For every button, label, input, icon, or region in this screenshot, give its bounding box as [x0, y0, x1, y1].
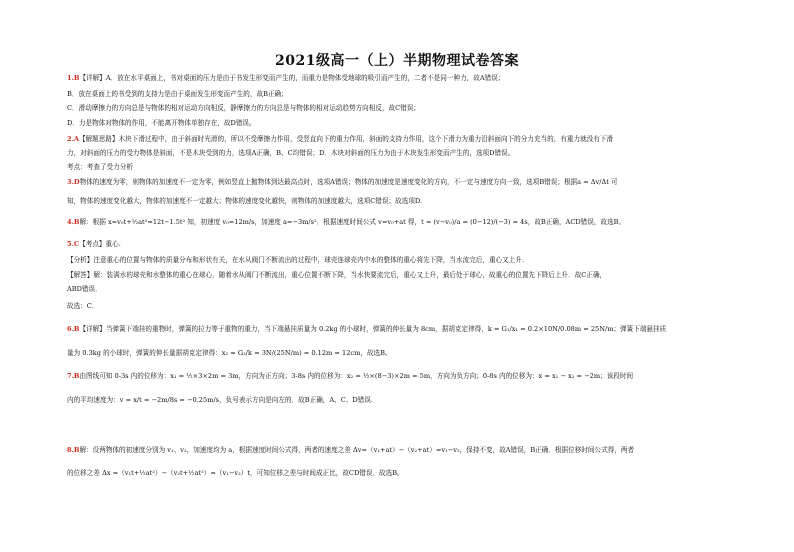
answer-line [67, 119, 770, 128]
answer-line [67, 178, 770, 187]
question-number: 8.B [67, 446, 80, 454]
answer-text: 【解题思路】木块下滑过程中，由于斜面时光滑的，所以不受摩擦力作用，受竖直向下的重力作用，斜面的支持力作用，这个下滑力为重力沿斜面向下的分力充当的，有重力就没有下滑 [79, 135, 614, 143]
answer-line [67, 396, 770, 405]
answer-text: 考点：考查了受力分析 [67, 163, 133, 171]
answer-line [67, 271, 770, 280]
answer-line [67, 240, 770, 249]
answer-text: C．滑动摩擦力的方向总是与物体的相对运动方向相反，静摩擦力的方向总是与物体的相对运动趋势方向相反，故C错误； [67, 104, 420, 112]
answer-line [67, 372, 770, 381]
answer-line [67, 90, 770, 99]
answer-text: 量为 0.3kg 的小球时，弹簧的伸长量据胡克定律得：x₂ = G₂/k = 3N/(25N/m) = 0.12m = 12cm，故选B。 [67, 349, 392, 357]
answer-text: 【解答】解：装满水的球壳和水整体的重心在球心，随着水从阀门不断流出，重心位置不断下降，当水快要流完后，重心又上升，最后处于球心，故重心的位置先下降后上升．故C正确， [67, 271, 607, 279]
answer-line [67, 218, 770, 227]
question-number: 6.B [67, 325, 80, 333]
answer-line [67, 285, 770, 294]
page-title: 2021级高一（上）半期物理试卷答案 [275, 53, 519, 69]
answer-text: 解：根据 x=v₀t+½at²=12t−1.5t² 知，初速度 v₀=12m/s，加速度 a=−3m/s²．根据速度时间公式 v=v₀+at 得，t = (v−v₀)/a = (0−12)/(−3) = 4s，故B正确，ACD错误，故选B。 [79, 218, 626, 226]
answer-line [67, 469, 770, 478]
answer-line [67, 256, 770, 265]
answer-text: 由图线可知 0-3s 内的位移为：x₁ = ½×3×2m = 3m，方向为正方向；3-8s 内的位移为：x₂ = ½×(8−3)×2m = 5m，方向为负方向；0-8s 内的位移为：x = x₁ − x₂ = −2m；该段时间 [79, 372, 634, 380]
answer-line [67, 163, 770, 172]
answer-text: D．力是物体对物体的作用，不能离开物体单独存在，故D错误。 [67, 119, 256, 127]
answer-text: 【分析】注意重心的位置与物体的质量分布和形状有关，在水从阀门不断流出的过程中，球壳连球壳内中水的整体的重心将先下降，当水流完后，重心又上升. [67, 256, 525, 264]
question-number: 5.C [67, 240, 80, 248]
answer-text: ABD错误． [67, 285, 102, 293]
question-number: 1.B [67, 74, 80, 82]
answer-line [67, 197, 770, 206]
question-number: 3.D [67, 178, 80, 186]
answer-text: 故选：C． [67, 302, 99, 310]
answer-text: 物体的速度为零，则物体的加速度不一定为零，例如竖直上抛物体到达最高点时，选项A错误；物体的加速度是速度变化的方向，不一定与速度方向一致，选项B错误；根据a = Δv/Δt 可 [79, 178, 618, 186]
answer-line [67, 104, 770, 113]
answer-line [67, 135, 770, 144]
answer-text: B．放在桌面上的书受到的支持力是由于桌面发生形变而产生的，故B正确； [67, 90, 288, 98]
answer-line [67, 325, 770, 334]
answer-line [67, 302, 770, 311]
answer-line [67, 149, 770, 158]
answer-text: 的位移之差 Δx =（v₁t+½at²）−（v₂t+½at²）=（v₁−v₂）t，可知位移之差与时间成正比，故CD错误．故选B。 [67, 469, 404, 477]
answer-text: 解：设两物体的初速度分别为 v₁、v₂，加速度均为 a，根据速度时间公式得，两者的速度之差 Δv=（v₁+at）−（v₂+at）=v₁−v₂，保持不变，故A错误，B正确．根据位移时间公式得，两者 [79, 446, 635, 454]
answer-line [67, 446, 770, 455]
answer-text: 【详解】当弹簧下端挂的重物时，弹簧的拉力等于重物的重力，当下端悬挂质量为 0.2kg 的小球时，弹簧的伸长量为 8cm，据胡克定律得，k = G₁/x₁ = 0.2×10N/0.08m = 25N/m；弹簧下端悬挂质 [79, 325, 667, 333]
answer-text: 【考点】重心. [79, 240, 121, 248]
answer-text: 【详解】A．放在水平桌面上，书对桌面的压力是由于书发生形变而产生的，而重力是物体受地球的吸引而产生的，二者不是同一种力，故A错误； [79, 74, 505, 82]
answer-text: 力，对斜面的压力的受力物体是斜面，不是木块受到的力，选项A正确，B、C均错误；D．木块对斜面的压力为由于木块发生形变而产生的，选项D错误。 [67, 149, 515, 157]
question-number: 4.B [67, 218, 80, 226]
answer-line [67, 349, 770, 358]
question-number: 7.B [67, 372, 80, 380]
answer-text: 内的平均速度为：v = x/t = −2m/8s = −0.25m/s，负号表示方向是向左的．故B正确，A、C、D错误. [67, 396, 373, 404]
answer-text: 知，物体的速度变化越大，物体的加速度不一定越大；物体的速度变化越快，则物体的加速度越大，选项C错误；故选项D. [67, 197, 423, 205]
question-number: 2.A [67, 135, 79, 143]
answer-line [67, 74, 770, 83]
